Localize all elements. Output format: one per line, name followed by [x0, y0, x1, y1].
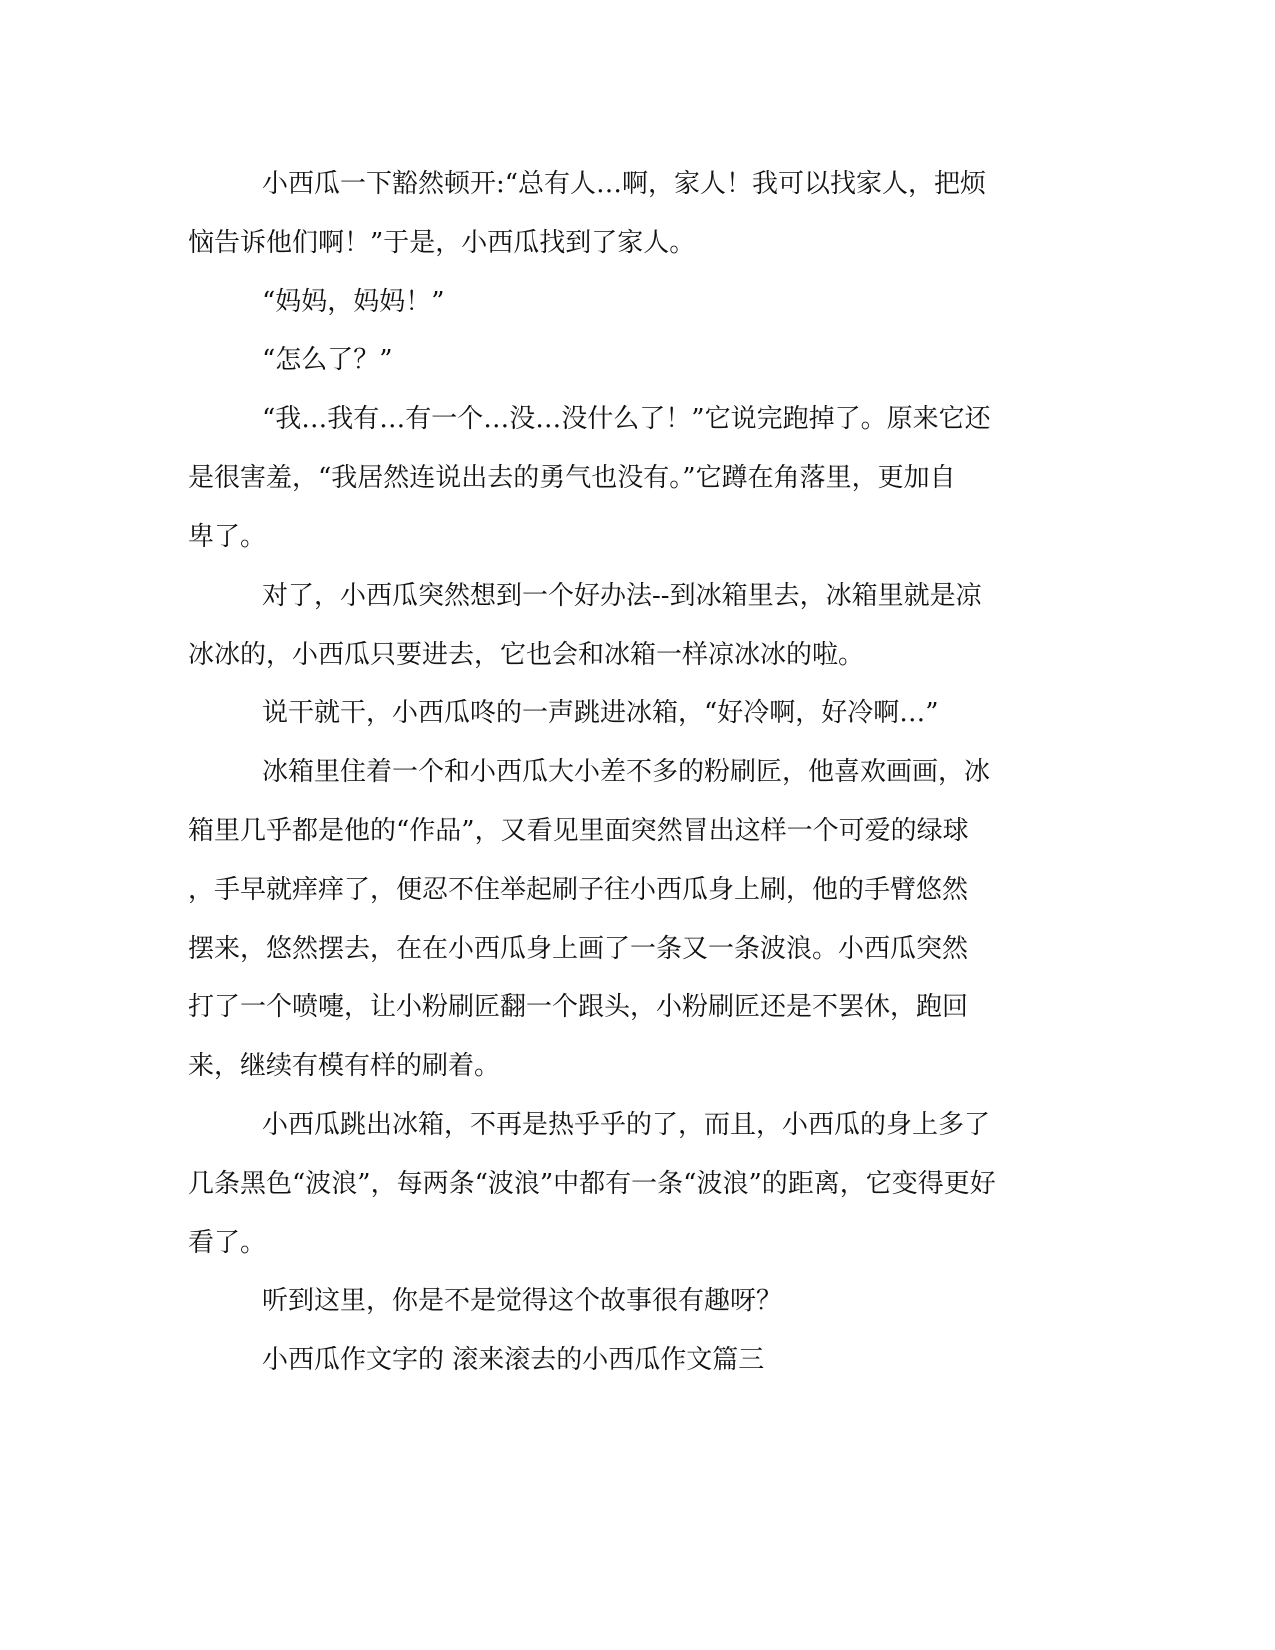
text-line: 对了，小西瓜突然想到一个好办法--到冰箱里去，冰箱里就是凉	[262, 581, 982, 611]
text-line: 看了。	[188, 1228, 267, 1258]
text-line: ，手早就痒痒了，便忍不住举起刷子往小西瓜身上刷，他的手臂悠然	[188, 875, 969, 905]
text-line: 冰冰的，小西瓜只要进去，它也会和冰箱一样凉冰冰的啦。	[188, 640, 865, 670]
text-line: “怎么了？”	[262, 345, 393, 375]
text-line: 是很害羞，“我居然连说出去的勇气也没有。”它蹲在角落里，更加自	[188, 463, 956, 493]
text-line: 说干就干，小西瓜咚的一声跳进冰箱，“好冷啊，好冷啊…”	[262, 698, 939, 728]
text-line: 几条黑色“波浪”，每两条“波浪”中都有一条“波浪”的距离，它变得更好	[188, 1169, 996, 1199]
text-line: 听到这里，你是不是觉得这个故事很有趣呀？	[262, 1286, 783, 1316]
text-line: “妈妈，妈妈！”	[262, 287, 445, 317]
text-line: 冰箱里住着一个和小西瓜大小差不多的粉刷匠，他喜欢画画，冰	[262, 757, 991, 787]
text-line: 卑了。	[188, 522, 267, 552]
text-line: 箱里几乎都是他的“作品”，又看见里面突然冒出这样一个可爱的绿球	[188, 816, 969, 846]
text-line: 打了一个喷嚏，让小粉刷匠翻一个跟头，小粉刷匠还是不罢休，跑回	[188, 992, 969, 1022]
text-line: 来，继续有模有样的刷着。	[188, 1051, 501, 1081]
section-heading: 小西瓜作文字的 滚来滚去的小西瓜作文篇三	[262, 1345, 765, 1375]
text-line: 小西瓜跳出冰箱，不再是热乎乎的了，而且，小西瓜的身上多了	[262, 1110, 991, 1140]
text-line: “我…我有…有一个…没…没什么了！”它说完跑掉了。原来它还	[262, 404, 991, 434]
text-line: 摆来，悠然摆去，在在小西瓜身上画了一条又一条波浪。小西瓜突然	[188, 934, 969, 964]
text-line: 小西瓜一下豁然顿开:“总有人…啊，家人！我可以找家人，把烦	[262, 169, 987, 199]
text-line: 恼告诉他们啊！”于是，小西瓜找到了家人。	[188, 228, 696, 258]
